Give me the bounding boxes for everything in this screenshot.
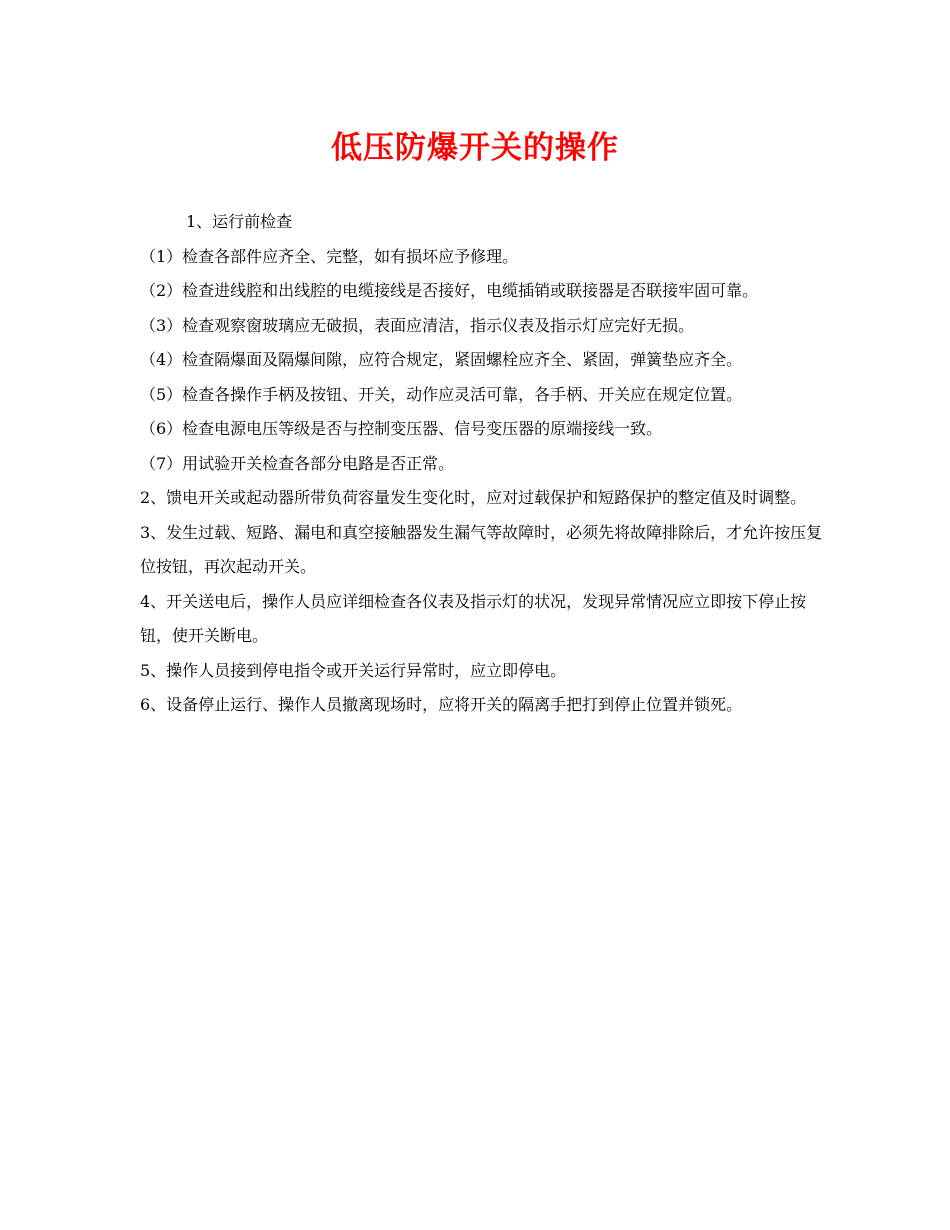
paragraph-3: 3、发生过载、短路、漏电和真空接触器发生漏气等故障时，必须先将故障排除后，才允许按压复位按钮，再次起动开关。 — [140, 522, 823, 576]
paragraph-1: 1、运行前检查 — [186, 212, 293, 231]
paragraph-1-2: （2）检查进线腔和出线腔的电缆接线是否接好，电缆插销或联接器是否联接牢固可靠。 — [140, 281, 759, 300]
paragraph-1-3: （3）检查观察窗玻璃应无破损，表面应清洁，指示仪表及指示灯应完好无损。 — [140, 315, 695, 335]
paragraph-1-5: （5）检查各操作手柄及按钮、开关，动作应灵活可靠，各手柄、开关应在规定位置。 — [140, 384, 743, 404]
document-title: 低压防爆开关的操作 — [331, 130, 619, 166]
document-body — [140, 205, 830, 723]
paragraph-1-1: （1）检查各部件应齐全、完整，如有损坏应予修理。 — [140, 246, 519, 266]
paragraph-1-6: （6）检查电源电压等级是否与控制变压器、信号变压器的原端接线一致。 — [140, 419, 663, 438]
paragraph-1-7: （7）用试验开关检查各部分电路是否正常。 — [140, 453, 455, 473]
paragraph-1-4: （4）检查隔爆面及隔爆间隙，应符合规定，紧固螺栓应齐全、紧固，弹簧垫应齐全。 — [140, 350, 743, 369]
paragraph-6: 6、设备停止运行、操作人员撤离现场时，应将开关的隔离手把打到停止位置并锁死。 — [140, 695, 743, 714]
paragraph-5: 5、操作人员接到停电指令或开关运行异常时，应立即停电。 — [140, 660, 567, 680]
paragraph-4: 4、开关送电后，操作人员应详细检查各仪表及指示灯的状况，发现异常情况应立即按下停止按钮，使开关断电。 — [140, 591, 807, 645]
paragraph-2: 2、馈电开关或起动器所带负荷容量发生变化时，应对过载保护和短路保护的整定值及时调整。 — [140, 488, 807, 507]
